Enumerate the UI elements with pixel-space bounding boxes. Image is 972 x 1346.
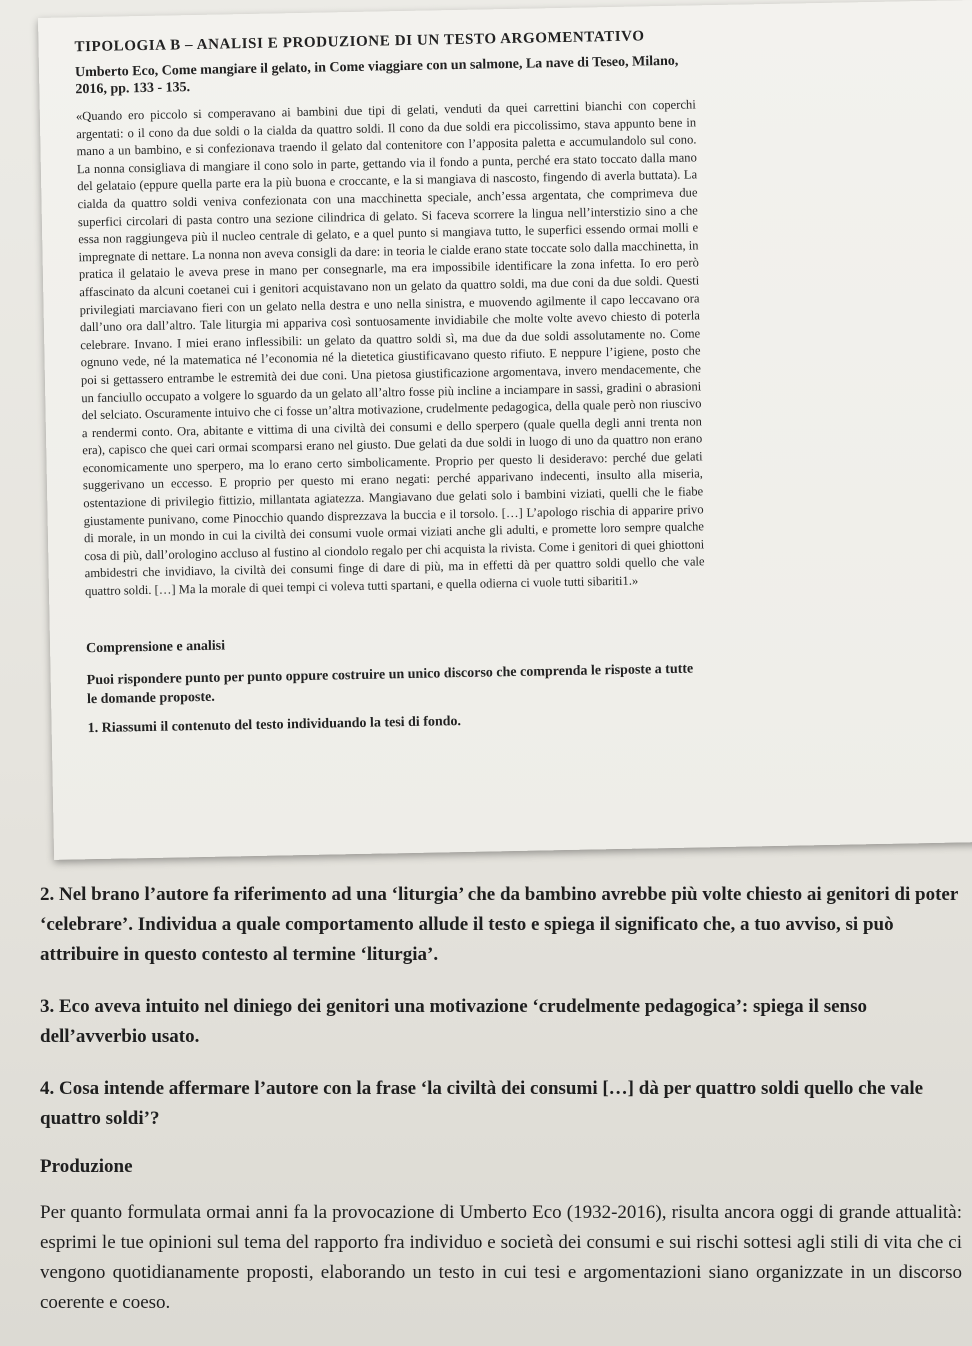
- question-3: 3. Eco aveva intuito nel diniego dei genitori una motivazione ‘crudelmente pedagogica’: spiega il senso dell’avverbio usato.: [40, 996, 867, 1047]
- front-page-content: [74, 27, 707, 736]
- quoted-passage: «Quando ero piccolo si comperavano ai bambini due tipi di gelati, venduti da quei carrettini bianchi con coperchi argentati: o il cono da due soldi o la cialda da quattro soldi. Il cono da due soldi era piccolissimo, stava appunto bene in mano a un bambino, e si confezionava traendo il gelato dal contenitore con l’apposita paletta e accumulandolo sul cono. La nonna consigliava di mangiare il cono solo in parte, gettando via il fondo a punta, perché era stato toccato dalla mano del gelataio (eppure quella parte era la più buona e croccante, e la si mangiava di nascosto, fingendo di averla buttata). La cialda da quattro soldi veniva confezionata con una macchinetta speciale, anch’essa argentata, che comprimeva due superfici circolari di pasta contro una sezione cilindrica di gelato. Si faceva scorrere la lingua nell’interstizio sino a che essa non raggiungeva più il nucleo centrale di gelato, e a quel punto si mangiava tutto, le superfici essendo ormai molli e impregnate di nettare. La nonna non aveva consigli da dare: in teoria le cialde erano state toccate solo dalla macchinetta, in pratica il gelataio le aveva prese in mano per consegnarle, ma era impossibile identificare la zona infetta. Io ero però affascinato da alcuni coetanei cui i genitori acquistavano non un gelato da quattro soldi, ma due coni da due soldi. Questi privilegiati marciavano fieri con un gelato nella destra e uno nella sinistra, e muovendo agilmente il capo leccavano ora dall’uno ora dall’altro. Tale liturgia mi appariva così sontuosamente invidiabile che molte volte avevo chiesto di poterla celebrare. Invano. I miei erano inflessibili: un gelato da quattro soldi sì, ma due da due soldi assolutamente no. Come ognuno vede, né la matematica né l’economia né la dietetica giustificavano questo rifiuto. E neppure l’igiene, posto che poi si gettassero entrambe le estremità dei due coni. Una pietosa giustificazione argomentava, invero mendacemente, che un fanciullo occupato a volgere lo sguardo da un gelato all’altro fosse più incline a inciampare in sassi, gradini o abrasioni del selciato. Oscuramente intuivo che ci fosse un’altra motivazione, crudelmente pedagogica, della quale però non riuscivo a rendermi conto. Ora, abitante e vittima di una civiltà dei consumi e dello sperpero (quale quella degli anni trenta non era), capisco che quei cari ormai scomparsi erano nel giusto. Due gelati da due soldi in luogo di uno da quattro non erano economicamente uno sperpero, ma lo erano certo simbolicamente. Proprio per questo li desideravo: perché due gelati suggerivano un eccesso. E proprio per questo mi erano negati: perché apparivano indecenti, insulto alla miseria, ostentazione di privilegio fittizio, millantata agiatezza. Mangiavano due gelati solo i bambini viziati, quelli che le fiabe giustamente punivano, come Pinocchio quando disprezzava la buccia e il torsolo. […] L’apologo rischia di apparire privo di morale, in un mondo in cui la civiltà dei consumi vuole ormai viziati anche gli adulti, e promette loro sempre qualche cosa di più, dall’orologino accluso al fustino al ciondolo regalo per chi acquista la rivista. Come i genitori di quei ghiottoni ambidestri che invidiavo, la civiltà dei consumi finge di dare di più, ma in effetti dà per quattro soldi quello che vale quattro soldi. […] Ma la morale di quei tempi ci voleva tutti spartani, e quella odierna ci vuole tutti sibariti1.»: [75, 97, 705, 599]
- question-2: 2. Nel brano l’autore fa riferimento ad una ‘liturgia’ che da bambino avrebbe più volte chiesto ai genitori di poter ‘celebrare’. Individua a quale comportamento allude il testo e spiega il significato che, a tuo avviso, si può attribuire in questo contesto al termine ‘liturgia’.: [40, 884, 958, 965]
- instructions: Puoi rispondere punto per punto oppure costruire un unico discorso che comprenda le risposte a tutte le domande proposte.: [86, 661, 694, 707]
- back-page-content: [40, 880, 962, 1318]
- question-4: 4. Cosa intende affermare l’autore con la frase ‘la civiltà dei consumi […] dà per quattro soldi quello che vale quattro soldi’?: [40, 1078, 924, 1129]
- production-title: Produzione: [40, 1156, 133, 1177]
- section-title-comprensione: Comprensione e analisi: [85, 638, 226, 656]
- source-citation: Umberto Eco, Come mangiare il gelato, in Come viaggiare con un salmone, La nave di Teseo, Milano, 2016, pp. 133 - 135.: [74, 53, 679, 98]
- question-1: 1. Riassumi il contenuto del testo individuando la tesi di fondo.: [87, 713, 462, 736]
- front-sheet: [38, 0, 972, 860]
- page-heading: TIPOLOGIA B – ANALISI E PRODUZIONE DI UN TESTO ARGOMENTATIVO: [74, 28, 645, 56]
- production-text: Per quanto formulata ormai anni fa la provocazione di Umberto Eco (1932-2016), risulta ancora oggi di grande attualità: esprimi le tue opinioni sul tema del rapporto fra individuo e società dei consumi e sui rischi sottesi agli stili di vita che ci vengono quotidianamente proposti, elaborando un testo in cui tesi e argomentazioni siano organizzate in un discorso coerente e coeso.: [40, 1202, 962, 1313]
